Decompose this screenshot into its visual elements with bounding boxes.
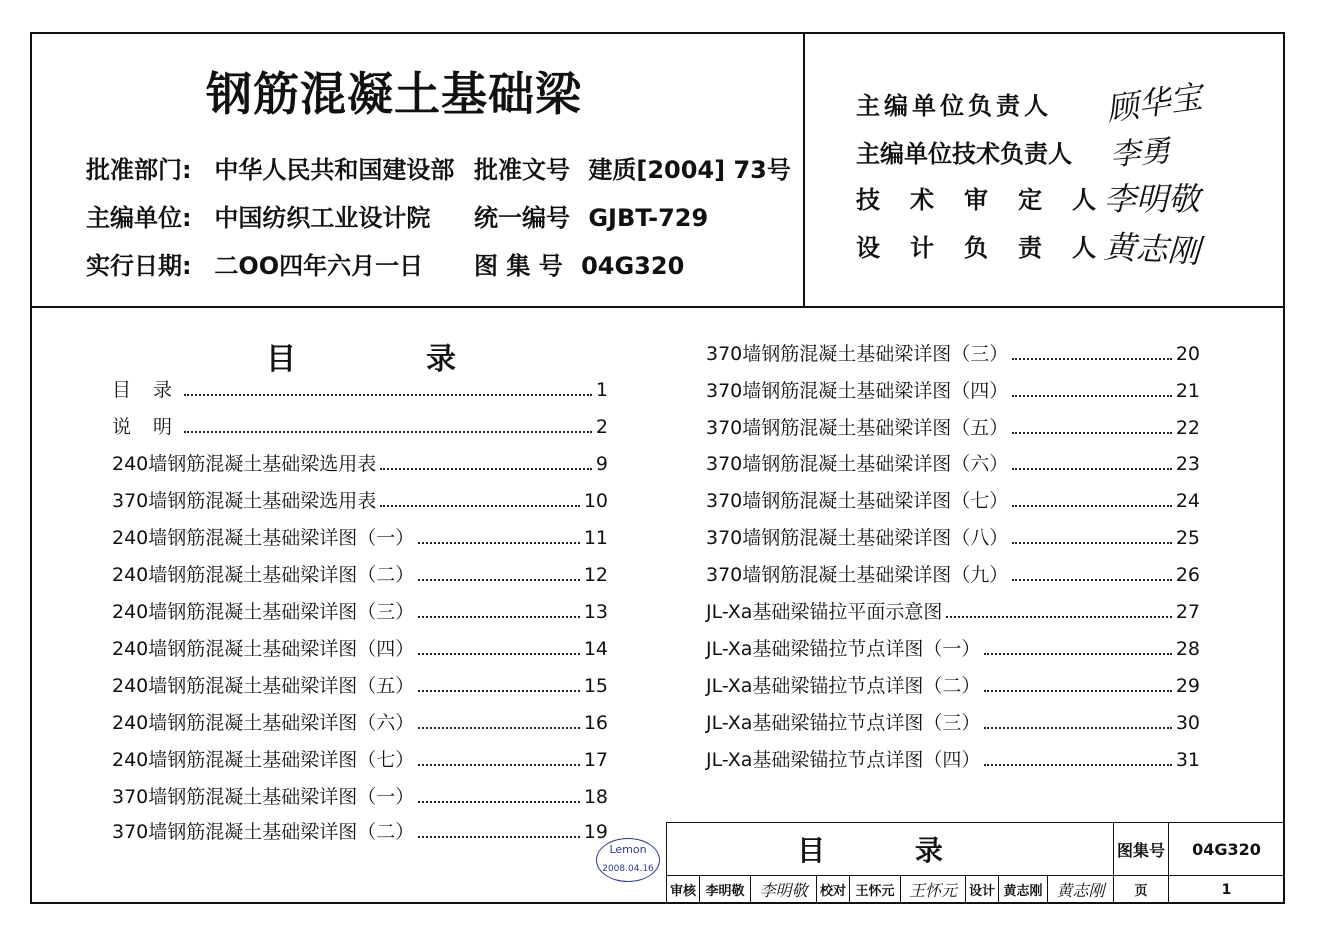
toc-entry[interactable]: 370墙钢筋混凝土基础梁详图（九） 26 [706,564,1200,586]
toc-entry[interactable]: JL-Xa基础梁锚拉节点详图（三） 30 [706,712,1200,734]
responsible-role-2: 主编单位技术负责人 [856,140,1072,168]
toc-entry[interactable]: 370墙钢筋混凝土基础梁详图（五） 22 [706,417,1200,439]
design-label-cell: 设计 [965,875,999,904]
page-title: 钢筋混凝土基础梁 [206,67,582,121]
toc-entry[interactable]: 目 录 1 [112,379,608,401]
approval-dept-value: 中华人民共和国建设部 [214,156,455,184]
check-signature-cell: 王怀元 [900,875,966,904]
atlas-label-cell: 图集号 [1113,822,1169,876]
signature-designer: 黄志刚 [1102,227,1201,271]
page-label-cell: 页 [1113,875,1169,904]
design-name-cell: 黄志刚 [998,875,1048,904]
review-signature-cell: 李明敬 [750,875,817,904]
toc-entry[interactable]: 370墙钢筋混凝土基础梁详图（七） 24 [706,490,1200,512]
toc-entry[interactable]: 240墙钢筋混凝土基础梁详图（五） 15 [112,675,608,697]
toc-entry[interactable]: JL-Xa基础梁锚拉节点详图（一） 28 [706,638,1200,660]
toc-entry[interactable]: 370墙钢筋混凝土基础梁详图（六） 23 [706,453,1200,475]
toc-entry[interactable]: 370墙钢筋混凝土基础梁选用表 10 [112,490,608,512]
toc-entry[interactable]: JL-Xa基础梁锚拉节点详图（二） 29 [706,675,1200,697]
toc-entry[interactable]: 370墙钢筋混凝土基础梁详图（八） 25 [706,527,1200,549]
page-number-cell: 1 [1168,875,1285,904]
toc-entry[interactable]: 240墙钢筋混凝土基础梁详图（三） 13 [112,601,608,623]
atlas-number-row [474,246,684,281]
unified-number-value: GJBT-729 [588,204,709,232]
effective-date-row [86,246,423,281]
unified-number-row [474,198,708,233]
approval-doc-value: 建质[2004] 73号 [588,156,791,184]
toc-entry[interactable]: 370墙钢筋混凝土基础梁详图（三） 20 [706,343,1200,365]
design-signature-cell: 黄志刚 [1047,875,1114,904]
toc-entry[interactable]: 240墙钢筋混凝土基础梁详图（四） 14 [112,638,608,660]
effective-date-value: 二OO四年六月一日 [214,252,424,280]
lemon-stamp [596,838,660,882]
atlas-number-cell: 04G320 [1168,822,1285,876]
signature-tech-chief: 李勇 [1109,133,1172,174]
responsible-role-3: 技术审定人 [856,186,1126,214]
atlas-number-value: 04G320 [581,252,685,280]
toc-entry[interactable]: 240墙钢筋混凝土基础梁选用表 9 [112,453,608,475]
stamp-name: Lemon [609,843,647,856]
toc-entry[interactable]: 240墙钢筋混凝土基础梁详图（六） 16 [112,712,608,734]
unified-number-label: 统一编号 [474,204,570,232]
header-right-frame [803,32,1285,308]
toc-entry[interactable]: JL-Xa基础梁锚拉节点详图（四） 31 [706,749,1200,771]
editor-unit-label: 主编单位: [86,204,192,232]
title-block-name: 目 录 [666,822,1114,876]
toc-entry[interactable]: 240墙钢筋混凝土基础梁详图（一） 11 [112,527,608,549]
approval-doc-label: 批准文号 [474,156,570,184]
approval-doc-row [474,150,791,185]
responsible-role-4: 设计负责人 [856,234,1126,262]
toc-entry[interactable]: 370墙钢筋混凝土基础梁详图（四） 21 [706,380,1200,402]
stamp-date: 2008.04.16 [602,864,654,874]
approval-dept-label: 批准部门: [86,156,192,184]
toc-title: 目录 [266,342,586,377]
toc-entry[interactable]: JL-Xa基础梁锚拉平面示意图 27 [706,601,1200,623]
signature-reviewer: 李明敬 [1104,180,1201,218]
review-label-cell: 审核 [666,875,700,904]
effective-date-label: 实行日期: [86,252,192,280]
toc-entry[interactable]: 240墙钢筋混凝土基础梁详图（二） 12 [112,564,608,586]
editor-row [86,198,430,233]
toc-entry[interactable]: 370墙钢筋混凝土基础梁详图（一） 18 [112,786,608,808]
check-name-cell: 王怀元 [849,875,901,904]
responsible-role-1: 主编单位负责人 [856,92,1052,120]
check-label-cell: 校对 [816,875,850,904]
toc-entry[interactable]: 240墙钢筋混凝土基础梁详图（七） 17 [112,749,608,771]
approval-row [86,150,454,185]
toc-entry[interactable]: 说 明 2 [112,416,608,438]
review-name-cell: 李明敬 [699,875,751,904]
toc-entry[interactable]: 370墙钢筋混凝土基础梁详图（二） 19 [112,821,608,843]
atlas-number-label: 图 集 号 [474,252,563,280]
signature-chief: 顾华宝 [1104,77,1205,129]
editor-unit-value: 中国纺织工业设计院 [214,204,431,232]
